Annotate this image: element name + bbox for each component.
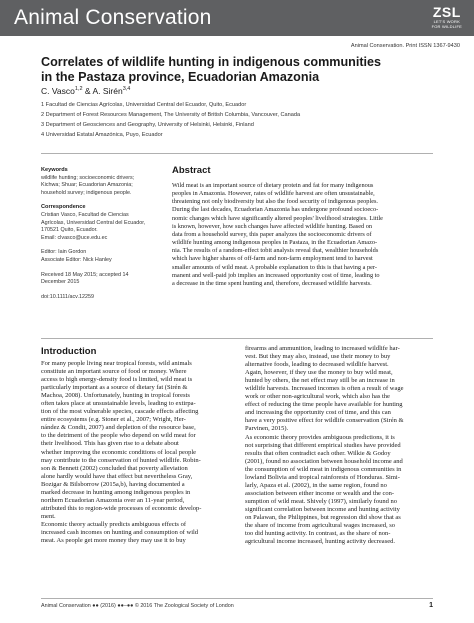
doi-block [41, 294, 161, 302]
zsl-logo [432, 5, 462, 29]
header-divider [41, 153, 433, 154]
body-text-line: Parvinen, 2015). [245, 425, 289, 433]
body-text-line: the share of income from agricultural wages increased, so [245, 522, 395, 530]
abstract-line: During the last decades, Ecuadorian Amazonia has undergone profound socioeco- [172, 206, 379, 214]
abstract-line: peoples in Amazonia. However, rates of wildlife harvest are often unsustainable, [172, 190, 375, 198]
abstract-heading: Abstract [172, 165, 211, 176]
received-line: Received 18 May 2015; accepted 14 [41, 271, 129, 278]
introduction-heading: Introduction [41, 346, 97, 357]
footer-divider [41, 598, 433, 599]
body-text-line: vest. But they may also, instead, use their money to buy [245, 353, 391, 361]
body-text-line: attributed this to region-wide processes of economic develop- [41, 504, 202, 512]
body-text-line: increased cash incomes on hunting and consumption of wild [41, 528, 199, 536]
editor-line: Associate Editor: Nick Hanley [41, 256, 112, 263]
body-text-line: For many people living near tropical forests, wild animals [41, 360, 192, 367]
body-text-line: too did hunting activity. In contrast, as the share of non- [245, 530, 391, 538]
abstract-line: data from a household survey, this paper analyzes the socioeconomic drivers of [172, 230, 372, 238]
keywords-line: household survey; indigenous people. [41, 189, 132, 196]
affiliations [41, 100, 300, 140]
doi-link[interactable]: doi:10.1111/acv.12259 [41, 293, 94, 300]
article-title-line: Correlates of wildlife hunting in indigenous communities [41, 55, 382, 69]
body-text-line: effect of reducing the time people have available for hunting [245, 401, 403, 409]
body-text-line: on Palawan, the Philippines, but regression did show that as [245, 513, 401, 521]
abstract-line: threatening not only biodiversity but also the food security of indigenous peoples. [172, 198, 379, 206]
received-line: December 2015 [41, 279, 80, 286]
abstract-body [172, 182, 434, 288]
body-text-line: results that often contradict each other. Wilkie & Godoy [245, 449, 391, 457]
journal-issn: Animal Conservation. Print ISSN 1367-9430 [350, 43, 460, 49]
author-affil-ref: 1,2 [74, 86, 83, 93]
body-text-line: marked decrease in hunting among indigenous peoples in [41, 488, 191, 496]
body-text-line: tion of the most vulnerable species, cascade effects affecting [41, 408, 199, 416]
body-text-line: alone hardly would have that effect but nevertheless Gray, [41, 472, 193, 480]
article-title [41, 55, 441, 85]
received-block [41, 272, 161, 287]
body-text-line: may contribute to the conservation of hunted wildlife. Robin- [41, 456, 201, 464]
affiliation: 2 Department of Forest Resources Management, The University of British Columbia, Vancouver, Canada [41, 112, 301, 118]
keywords-line: Kichwa; Shuar; Ecuadorian Amazonia; [41, 182, 133, 189]
abstract-line: nia. The results of a random-effect tobit analysis reveal that, wealthier households [172, 247, 379, 255]
abstract-line: nomic changes which have significantly altered peoples' livelihood strategies. Little [172, 214, 383, 222]
abstract-line: Wild meat is an important source of dietary protein and fat for many indigenous [172, 182, 374, 189]
affiliation: 4 Universidad Estatal Amazónica, Puyo, Ecuador [41, 132, 163, 138]
journal-name: Animal Conservation [14, 6, 212, 29]
keywords-heading: Keywords [41, 167, 68, 173]
editor-block [41, 249, 161, 264]
body-text-line: lowland Bolivia and tropical rainforests of Honduras. Simi- [245, 473, 400, 481]
page-number: 1 [429, 602, 433, 609]
body-text-line: wildlife harvests. Increased incomes is often a result of wage [245, 385, 404, 393]
body-text-line: Again, however, if they use the money to buy wild meat, [245, 369, 393, 377]
abstract-line: manent and well-paid job implies an increased opportunity cost of time, leading to [172, 271, 380, 279]
body-text-line: work or other non-agricultural work, which also has the [245, 393, 390, 401]
footer-citation: Animal Conservation ●● (2016) ●●–●● © 2016 The Zoological Society of London [41, 603, 234, 609]
abstract-line: is known, however, how such changes have affected wildlife hunting. Based on [172, 222, 373, 230]
article-sidebar [41, 167, 161, 308]
keywords-line: wildlife hunting; socioeconomic drivers; [41, 174, 135, 181]
author-separator: & [82, 86, 93, 96]
body-text-line: access to high energy-density food is limited, wild meat is [41, 376, 193, 384]
body-text-line: As economic theory provides ambiguous predictions, it is [245, 433, 395, 441]
correspondence-block [41, 204, 161, 242]
zsl-logo-line1: LET'S WORK [433, 19, 460, 24]
abstract-line: smaller amounts of wild meat. A probable explanation to this is that having a per- [172, 263, 378, 271]
body-text-line: larly, Apaza et al. (2002), in the same region, found no [245, 481, 387, 489]
body-text-line: northern Ecuadorian Amazonia over an 11-year period, [41, 496, 185, 504]
abstract-divider [41, 338, 433, 339]
correspondence-line: Cristian Vasco, Facultad de Ciencias [41, 211, 129, 218]
body-text-line: often takes place at unsustainable levels, leading to extirpa- [41, 400, 196, 408]
correspondence-line: 170521 Quito, Ecuador. [41, 227, 98, 234]
body-text-line: ment. [41, 512, 56, 520]
correspondence-email[interactable]: Email: clvasco@uce.edu.ec [41, 234, 108, 241]
body-text-line: son & Bennett (2002) concluded that poverty alleviation [41, 464, 188, 472]
body-text-line: whether improving the economic conditions of local people [41, 448, 197, 456]
affiliation: 1 Facultad de Ciencias Agrícolas, Universidad Central del Ecuador, Quito, Ecuador [41, 102, 247, 108]
author-name: C. Vasco [41, 86, 75, 96]
correspondence-heading: Correspondence [41, 204, 86, 211]
introduction-right-column [245, 345, 435, 546]
editor-line: Editor: Iain Gordon [41, 249, 87, 256]
author-affil-ref: 3,4 [122, 86, 131, 93]
body-text-line: their livelihood. This has given rise to a debate about [41, 440, 179, 448]
body-text-line: Machoa, 2008). Unfortunately, hunting in tropical forests [41, 392, 190, 400]
body-text-line: nández & Condit, 2007) and depletion of the resource base, [41, 424, 196, 432]
affiliation: 3 Department of Geosciences and Geography, University of Helsinki, Helsinki, Finland [41, 122, 254, 128]
zsl-logo-mark: ZSL [432, 4, 461, 20]
body-text-line: (2001), found no association between household income and [245, 457, 403, 465]
body-text-line: have a very positive effect for wildlife conservation (Sirén & [245, 417, 404, 425]
body-text-line: sumption of wild meat. Shively (1997), similarly found no [245, 497, 398, 505]
article-title-line: in the Pastaza province, Ecuadorian Amazonia [41, 70, 320, 84]
keywords-block [41, 167, 161, 197]
abstract-line: which have higher shares of off-farm and non-farm employment tend to harvest [172, 255, 373, 263]
body-text-line: and increasing the opportunity cost of time, and this can [245, 409, 391, 417]
body-text-line: hunted by others, the net effect may still be an increase in [245, 377, 395, 385]
author-name: A. Sirén [92, 86, 123, 96]
body-text-line: significant correlation between income and hunting activity [245, 505, 400, 513]
abstract-line: a decrease in the time spent hunting and, therefore, decreased wildlife harvests. [172, 279, 372, 287]
body-text-line: alternative foods, leading to decreased wildlife harvest. [245, 361, 389, 369]
introduction-left-column [41, 360, 231, 545]
body-text-line: not surprising that different empirical studies have provided [245, 441, 401, 449]
body-text-line: constitute an important source of food or money. Where [41, 368, 187, 376]
page-footer [41, 603, 433, 609]
body-text-line: to the detriment of the people who depend on wild meat for [41, 432, 196, 440]
body-text-line: meat. As people get more money they may use it to buy [41, 537, 186, 545]
body-text-line: Bozigar & Bilsborrow (2015a,b), having documented a [41, 480, 185, 488]
body-text-line: Economic theory actually predicts ambiguous effects of [41, 520, 186, 528]
zsl-logo-line2: FOR WILDLIFE [431, 24, 462, 29]
body-text-line: agricultural income increased, hunting activity decreased. [245, 538, 395, 546]
body-text-line: entire ecosystems (e.g. Stoner et al., 2007; Wright, Her- [41, 416, 186, 424]
body-text-line: particularly important as a source of dietary fat (Sirén & [41, 384, 188, 392]
abstract-line: wildlife hunting among indigenous peoples in Pastaza, in the Ecuadorian Amazo- [172, 239, 378, 247]
body-text-line: firearms and ammunition, leading to increased wildlife har- [245, 345, 400, 352]
body-text-line: the consumption of wild meat in indigenous communities in [245, 465, 402, 473]
author-list [41, 86, 130, 96]
journal-banner [0, 0, 474, 36]
correspondence-line: Agrícolas, Universidad Central del Ecuador, [41, 219, 146, 226]
body-text-line: association between either income or wealth and the con- [245, 489, 395, 497]
